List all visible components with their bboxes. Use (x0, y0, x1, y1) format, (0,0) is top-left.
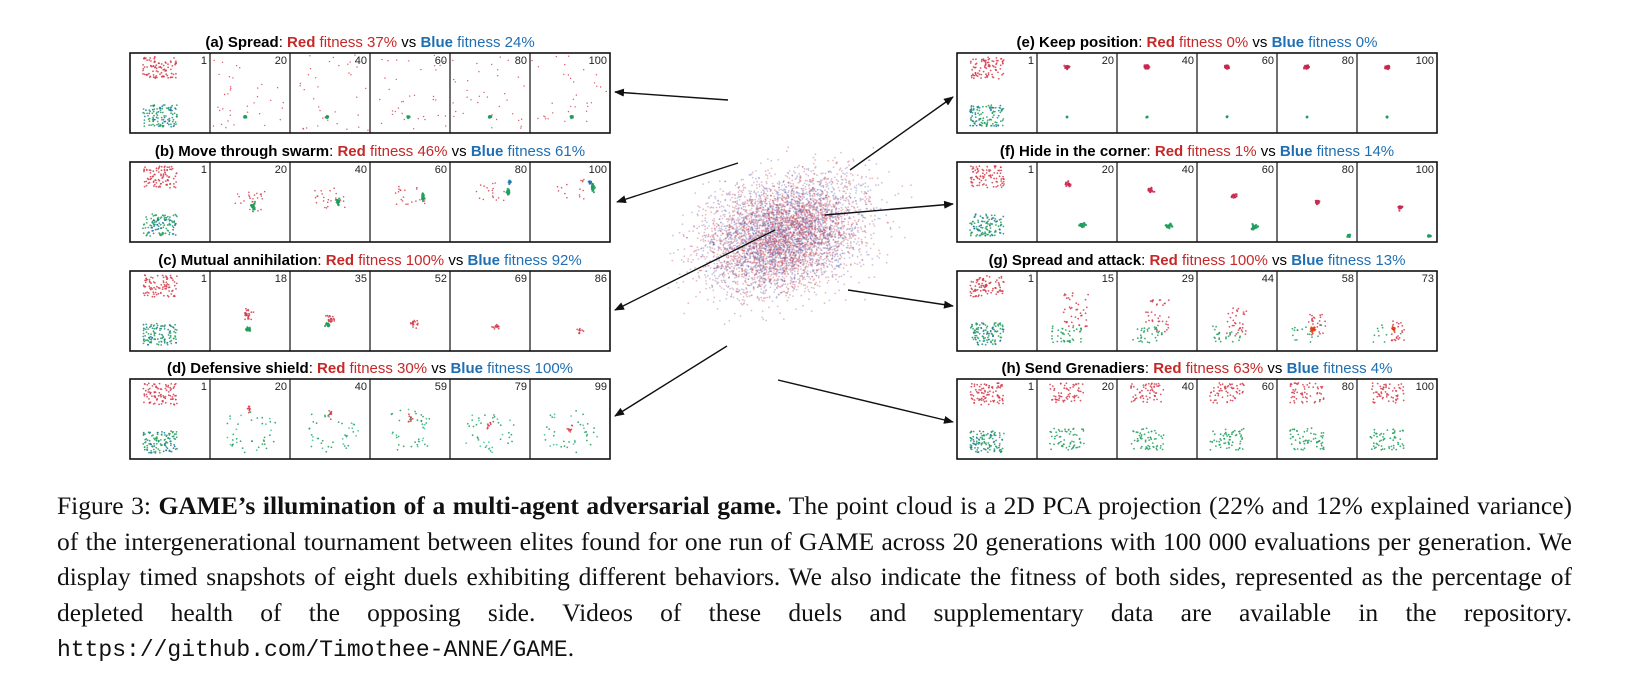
arrow-d (615, 346, 727, 416)
blue-team-label: Blue (471, 143, 504, 160)
snapshot-number: 20 (1102, 164, 1114, 176)
arrow-b (617, 163, 738, 202)
red-team-label: Red (337, 143, 365, 160)
snapshot-number: 40 (1182, 381, 1194, 393)
blue-team-label: Blue (420, 34, 453, 51)
blue-fitness: fitness 24% (453, 34, 535, 51)
blue-team-label: Blue (450, 360, 483, 377)
snapshot-number: 100 (589, 55, 607, 67)
snapshot-number: 86 (595, 273, 607, 285)
snapshot-number: 52 (435, 273, 447, 285)
red-fitness: fitness 46% (366, 143, 448, 160)
panel-sep: : (1147, 143, 1155, 160)
figure-label: Figure 3: (57, 491, 151, 520)
snapshot-number: 1 (201, 381, 207, 393)
snapshot-number: 40 (355, 55, 367, 67)
snapshot-number: 79 (515, 381, 527, 393)
vs-text: vs (448, 143, 471, 160)
snapshot-number: 100 (589, 164, 607, 176)
snapshot-number: 20 (1102, 55, 1114, 67)
panel-behavior: (d) Defensive shield (167, 360, 309, 377)
snapshot-number: 100 (1416, 381, 1434, 393)
red-fitness: fitness 63% (1182, 360, 1264, 377)
red-fitness: fitness 37% (315, 34, 397, 51)
arrow-h (778, 380, 953, 422)
panel-e (957, 34, 1437, 133)
snapshot-number: 99 (595, 381, 607, 393)
red-fitness: fitness 100% (354, 252, 444, 269)
panel-behavior: (f) Hide in the corner (1000, 143, 1147, 160)
panel-sep: : (309, 360, 317, 377)
red-fitness: fitness 1% (1183, 143, 1256, 160)
arrow-c (615, 230, 775, 310)
panel-h (957, 360, 1437, 459)
snapshot-number: 58 (1342, 273, 1354, 285)
vs-text: vs (1268, 252, 1291, 269)
red-fitness: fitness 100% (1178, 252, 1268, 269)
snapshot-number: 1 (201, 164, 207, 176)
snapshot-number: 80 (1342, 55, 1354, 67)
arrow-f (825, 204, 953, 215)
snapshot-number: 40 (1182, 55, 1194, 67)
snapshot-number: 1 (201, 273, 207, 285)
vs-text: vs (444, 252, 467, 269)
panel-a (130, 34, 610, 133)
snapshot-number: 1 (1028, 55, 1034, 67)
vs-text: vs (1263, 360, 1286, 377)
snapshot-number: 69 (515, 273, 527, 285)
arrow-e (850, 97, 953, 170)
panel-sep: : (279, 34, 287, 51)
panel-title-d (167, 360, 573, 377)
snapshot-number: 15 (1102, 273, 1114, 285)
figure-caption (57, 488, 1572, 669)
panel-g (957, 252, 1437, 351)
vs-text: vs (1248, 34, 1271, 51)
snapshot-number: 80 (515, 164, 527, 176)
snapshot-number: 44 (1262, 273, 1274, 285)
arrow-a (615, 92, 728, 100)
red-team-label: Red (326, 252, 354, 269)
panel-sep: : (317, 252, 325, 269)
blue-team-label: Blue (1287, 360, 1320, 377)
blue-fitness: fitness 100% (483, 360, 573, 377)
panel-behavior: (e) Keep position (1017, 34, 1139, 51)
snapshot-number: 20 (275, 55, 287, 67)
arrow-g (848, 290, 953, 306)
blue-fitness: fitness 0% (1304, 34, 1377, 51)
caption-title: GAME’s illumination of a multi-agent adversarial game. (159, 491, 782, 520)
snapshot-number: 20 (275, 381, 287, 393)
red-team-label: Red (1155, 143, 1183, 160)
blue-fitness: fitness 4% (1319, 360, 1392, 377)
snapshot-number: 1 (1028, 164, 1034, 176)
blue-team-label: Blue (1291, 252, 1324, 269)
panel-title-c (158, 252, 581, 269)
red-team-label: Red (1147, 34, 1175, 51)
snapshot-number: 1 (1028, 381, 1034, 393)
blue-fitness: fitness 13% (1324, 252, 1406, 269)
caption-end: . (568, 633, 574, 662)
vs-text: vs (427, 360, 450, 377)
panel-title-e (1017, 34, 1378, 51)
red-team-label: Red (1149, 252, 1177, 269)
blue-team-label: Blue (1280, 143, 1313, 160)
red-fitness: fitness 0% (1175, 34, 1248, 51)
snapshot-number: 60 (1262, 55, 1274, 67)
caption-body: The point cloud is a 2D PCA projection (22% and 12% explained variance) of the intergenerational tournament between elites found for one run of GAME across 20 generations with 100 000 evaluations per generation. We display timed snapshots of eight duels exhibiting different behaviors. We also indicate the fitness of both sides, represented as the percentage of depleted health of the opposing side. Videos of these duels and supplementary data are available in the repository. (57, 491, 1572, 627)
blue-team-label: Blue (468, 252, 501, 269)
snapshot-number: 40 (355, 164, 367, 176)
red-team-label: Red (287, 34, 315, 51)
panel-behavior: (a) Spread (205, 34, 278, 51)
snapshot-number: 1 (201, 55, 207, 67)
snapshot-number: 100 (1416, 164, 1434, 176)
blue-fitness: fitness 14% (1312, 143, 1394, 160)
vs-text: vs (1257, 143, 1280, 160)
panel-behavior: (g) Spread and attack (989, 252, 1142, 269)
panel-title-a (205, 34, 534, 51)
panel-sep: : (1141, 252, 1149, 269)
snapshot-number: 80 (515, 55, 527, 67)
panel-c (130, 252, 610, 351)
snapshot-number: 35 (355, 273, 367, 285)
snapshot-number: 20 (1102, 381, 1114, 393)
red-fitness: fitness 30% (345, 360, 427, 377)
snapshot-number: 80 (1342, 164, 1354, 176)
blue-team-label: Blue (1272, 34, 1305, 51)
panel-d (130, 360, 610, 459)
panel-behavior: (h) Send Grenadiers (1001, 360, 1144, 377)
panel-title-h (1001, 360, 1392, 377)
snapshot-number: 40 (1182, 164, 1194, 176)
blue-fitness: fitness 61% (503, 143, 585, 160)
panel-b (130, 143, 610, 242)
panel-behavior: (c) Mutual annihilation (158, 252, 317, 269)
snapshot-number: 40 (355, 381, 367, 393)
snapshot-number: 18 (275, 273, 287, 285)
panel-title-b (155, 143, 585, 160)
snapshot-number: 73 (1422, 273, 1434, 285)
snapshot-number: 59 (435, 381, 447, 393)
snapshot-number: 100 (1416, 55, 1434, 67)
blue-fitness: fitness 92% (500, 252, 582, 269)
snapshot-number: 60 (1262, 381, 1274, 393)
panel-behavior: (b) Move through swarm (155, 143, 329, 160)
panel-sep: : (1145, 360, 1153, 377)
snapshot-number: 20 (275, 164, 287, 176)
panel-sep: : (329, 143, 337, 160)
panel-title-f (1000, 143, 1394, 160)
snapshot-number: 29 (1182, 273, 1194, 285)
panel-title-g (989, 252, 1406, 269)
vs-text: vs (397, 34, 420, 51)
red-team-label: Red (1153, 360, 1181, 377)
repository-link[interactable]: https://github.com/Timothee-ANNE/GAME (57, 637, 568, 663)
snapshot-number: 60 (435, 164, 447, 176)
panel-sep: : (1138, 34, 1146, 51)
snapshot-number: 80 (1342, 381, 1354, 393)
snapshot-number: 1 (1028, 273, 1034, 285)
panel-f (957, 143, 1437, 242)
snapshot-number: 60 (1262, 164, 1274, 176)
snapshot-number: 60 (435, 55, 447, 67)
red-team-label: Red (317, 360, 345, 377)
